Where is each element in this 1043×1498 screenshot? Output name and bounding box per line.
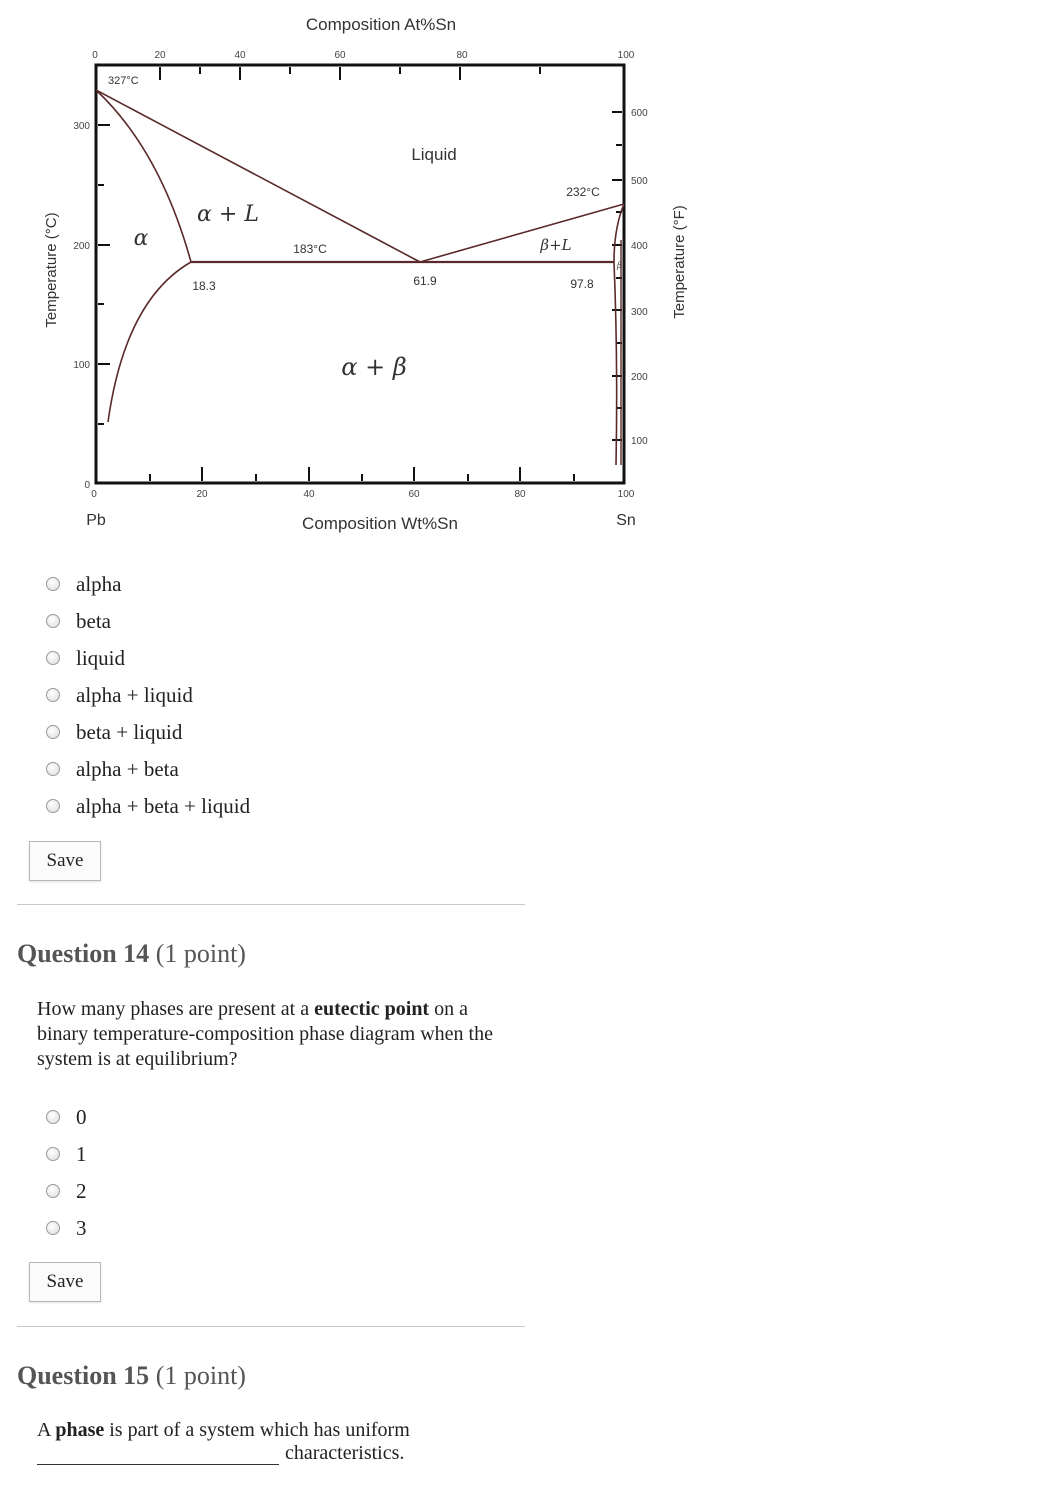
q13-option-beta[interactable] [46,606,111,636]
radio-button[interactable] [46,1147,60,1161]
left-tick-label: 100 [73,360,90,371]
option-label: beta [76,608,111,633]
option-label: alpha [76,571,122,596]
q14-save-button[interactable]: Save [29,1262,101,1302]
q15-text-after: is part of a system which has uniform [104,1419,410,1441]
left-tick-label: 200 [73,241,90,252]
left-tick-label: 300 [73,121,90,132]
bottom-axis-title: Composition Wt%Sn [302,514,458,533]
radio-button[interactable] [46,1184,60,1198]
q15-question-text [37,1418,517,1443]
eutectic-composition-label: 61.9 [413,274,437,288]
top-tick-label: 20 [154,50,166,61]
option-label: 1 [76,1141,87,1166]
q15-text-before: A [37,1419,56,1441]
divider [17,904,525,905]
top-tick-label: 100 [617,50,635,61]
q14-option-3[interactable] [46,1213,87,1243]
beta-composition-label: 97.8 [570,277,594,291]
bottom-tick-label: 20 [196,489,208,500]
eutectic-temp-label: 183°C [293,242,327,256]
sn-melting-point-label: 232°C [566,185,600,199]
q14-option-0[interactable] [46,1102,87,1132]
right-tick-label: 200 [631,372,648,383]
q14-option-1[interactable] [46,1139,87,1169]
option-label: alpha + beta + liquid [76,793,251,818]
bottom-tick-label: 40 [303,489,315,500]
top-tick-label: 80 [456,50,468,61]
phase-diagram [0,0,700,545]
alpha-region-label: α [133,226,149,251]
top-axis-ticks [160,67,540,80]
top-tick-label: 40 [234,50,246,61]
beta-liquid-region-label: β+L [540,236,572,254]
q13-option-alpha-beta[interactable] [46,754,179,784]
left-tick-label: 0 [84,480,90,491]
q14-number: Question 14 [17,939,150,968]
right-tick-label: 600 [631,108,648,119]
radio-button[interactable] [46,688,60,702]
divider [17,1326,525,1327]
q14-option-2[interactable] [46,1176,87,1206]
option-label: beta + liquid [76,719,183,744]
left-axis-title: Temperature (°C) [43,212,60,328]
option-label: liquid [76,645,126,670]
pb-melting-point-label: 327°C [108,75,139,87]
top-tick-label: 0 [92,50,98,61]
option-label: alpha + beta [76,756,179,781]
radio-button[interactable] [46,1221,60,1235]
right-tick-label: 500 [631,176,648,187]
bottom-tick-label: 80 [514,489,526,500]
top-axis-title: Composition At%Sn [305,15,457,34]
q13-option-beta-liquid[interactable] [46,717,182,747]
option-label: 0 [76,1104,87,1129]
q14-title [17,939,246,969]
alpha-beta-region-label: α + β [341,353,407,381]
right-axis-title: Temperature (°F) [671,205,688,319]
right-tick-label: 400 [631,241,648,252]
radio-button[interactable] [46,725,60,739]
beta-region-label: β [617,261,622,270]
radio-button[interactable] [46,1110,60,1124]
option-label: 3 [76,1215,87,1240]
q13-option-alpha-liquid[interactable] [46,680,193,710]
top-tick-label: 60 [334,50,346,61]
bottom-axis-ticks [150,467,574,481]
element-sn-label: Sn [616,512,636,529]
liquidus-right [420,204,624,262]
radio-button[interactable] [46,799,60,813]
radio-button[interactable] [46,762,60,776]
solvus-alpha [108,262,191,422]
solvus-beta [614,262,617,465]
q15-text-line2: characteristics. [285,1442,405,1464]
q13-option-alpha-beta-liquid[interactable] [46,791,250,821]
left-axis-ticks [98,125,110,424]
radio-button[interactable] [46,577,60,591]
phase-diagram-svg [0,0,700,545]
q14-points: (1 point) [155,939,246,968]
liquid-region-label: Liquid [411,145,457,164]
alpha-composition-label: 18.3 [192,279,216,293]
q15-text-bold: phase [55,1419,105,1441]
right-tick-label: 300 [631,307,648,318]
q15-blank-input[interactable] [37,1464,279,1465]
q13-option-alpha[interactable] [46,569,121,599]
q13-save-button[interactable]: Save [29,841,101,881]
q14-text-after: on a binary temperature-composition phase diagram when the system is at equilibrium? [37,998,493,1070]
radio-button[interactable] [46,614,60,628]
element-pb-label: Pb [86,512,106,529]
option-label: alpha + liquid [76,682,193,707]
q15-number: Question 15 [17,1361,150,1390]
bottom-tick-label: 0 [91,489,97,500]
bottom-tick-label: 60 [408,489,420,500]
right-tick-label: 100 [631,436,648,447]
q15-points: (1 point) [155,1361,246,1390]
radio-button[interactable] [46,651,60,665]
q14-question-text [37,997,517,1072]
q13-option-liquid[interactable] [46,643,125,673]
q14-text-before: How many phases are present at a [37,998,315,1020]
q15-title [17,1361,246,1391]
option-label: 2 [76,1178,87,1203]
alpha-liquid-region-label: α + L [197,202,259,227]
bottom-tick-label: 100 [617,489,635,500]
plot-frame [96,65,624,483]
q14-text-bold: eutectic point [314,998,430,1020]
